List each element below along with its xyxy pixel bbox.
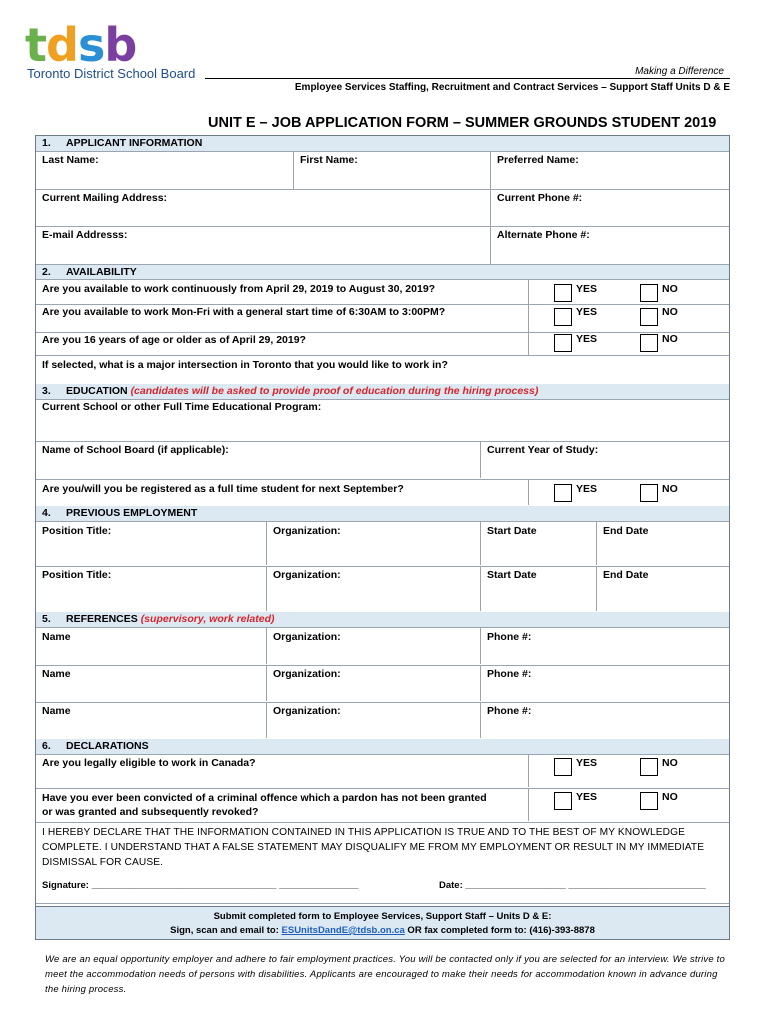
- availability-q4-field[interactable]: [36, 355, 729, 384]
- eligibility-question: Are you legally eligible to work in Canada?: [36, 755, 529, 787]
- registered-row: [36, 479, 729, 507]
- section-number: 6.: [42, 740, 51, 752]
- alt-phone-label: Alternate Phone #:: [497, 229, 590, 241]
- mailing-address-label: Current Mailing Address:: [42, 192, 168, 204]
- reference-organization-label: Organization:: [273, 705, 341, 717]
- reference-name-field[interactable]: [36, 628, 267, 664]
- section-applicant-header: [36, 136, 729, 152]
- reference-organization-field[interactable]: [267, 665, 481, 701]
- yes-label: YES: [576, 791, 598, 803]
- organization-label: Organization:: [273, 569, 341, 581]
- declaration-line-2: COMPLETE. I UNDERSTAND THAT A FALSE STATEMENT MAY DISQUALIFY ME FROM MY EMPLOYMENT OR RESULT IN MY IMMEDIATE: [42, 842, 705, 853]
- end-date-label: End Date: [603, 525, 649, 537]
- first-name-field[interactable]: [294, 152, 491, 190]
- reference-name-label: Name: [42, 668, 71, 680]
- date-line[interactable]: Date: ___________________ __________________________: [439, 880, 706, 891]
- section-references-header: [36, 612, 729, 628]
- availability-q4: If selected, what is a major intersection in Toronto that you would like to work in?: [42, 359, 448, 371]
- board-row: [36, 441, 729, 480]
- reference-phone-field[interactable]: [481, 628, 729, 664]
- availability-q2: Are you available to work Mon-Fri with a general start time of 6:30AM to 3:00PM?: [36, 304, 529, 332]
- section-education-header: [36, 384, 729, 400]
- section-number: 3.: [42, 385, 51, 397]
- declaration-line-1: I HEREBY DECLARE THAT THE INFORMATION CONTAINED IN THIS APPLICATION IS TRUE AND TO THE BEST OF MY KNOWLEDGE: [42, 827, 686, 838]
- reference-name-field[interactable]: [36, 702, 267, 738]
- conviction-yes-checkbox[interactable]: [554, 792, 572, 810]
- position-title-field[interactable]: [36, 522, 267, 565]
- start-date-field[interactable]: [481, 566, 597, 611]
- yes-label: YES: [576, 306, 598, 318]
- reference-organization-field[interactable]: [267, 628, 481, 664]
- registered-question: Are you/will you be registered as a full time student for next September?: [36, 479, 529, 505]
- preferred-name-label: Preferred Name:: [497, 154, 579, 166]
- school-label: Current School or other Full Time Educational Program:: [42, 401, 322, 413]
- preferred-name-field[interactable]: [491, 152, 729, 190]
- declaration-statement: [42, 825, 723, 870]
- submit-line-2: [36, 924, 729, 938]
- section-number: 4.: [42, 507, 51, 519]
- availability-q1-row: [36, 280, 729, 305]
- availability-q3: Are you 16 years of age or older as of April 29, 2019?: [36, 332, 529, 355]
- availability-q1: Are you available to work continuously from April 29, 2019 to August 30, 2019?: [36, 280, 529, 304]
- reference-organization-label: Organization:: [273, 631, 341, 643]
- declaration-line-3: DISMISSAL FOR CAUSE.: [42, 857, 164, 868]
- form-title: UNIT E – JOB APPLICATION FORM – SUMMER GROUNDS STUDENT 2019: [208, 115, 717, 131]
- section-title: PREVIOUS EMPLOYMENT: [66, 507, 198, 519]
- eligibility-yes-checkbox[interactable]: [554, 758, 572, 776]
- reference-row-2: [36, 665, 729, 703]
- yes-label: YES: [576, 483, 598, 495]
- tagline: Making a Difference: [635, 66, 724, 77]
- reference-name-label: Name: [42, 631, 71, 643]
- reference-row-1: [36, 628, 729, 666]
- email-label: E-mail Addresss:: [42, 229, 128, 241]
- reference-phone-field[interactable]: [481, 702, 729, 738]
- first-name-label: First Name:: [300, 154, 358, 166]
- eligibility-no-checkbox[interactable]: [640, 758, 658, 776]
- department-line: Employee Services Staffing, Recruitment and Contract Services – Support Staff Units D & E: [294, 82, 730, 93]
- no-label: NO: [662, 283, 678, 295]
- row-address: [36, 190, 729, 227]
- section-title: REFERENCES: [66, 613, 138, 625]
- logo-wordmark: [25, 18, 195, 72]
- school-field[interactable]: [36, 400, 729, 441]
- availability-q3-yes-checkbox[interactable]: [554, 334, 572, 352]
- logo-subtitle: Toronto District School Board: [27, 66, 196, 81]
- eligibility-row: [36, 755, 729, 789]
- school-row: [36, 400, 729, 442]
- logo-letter-b: b: [104, 18, 137, 72]
- row-email: [36, 227, 729, 265]
- last-name-field[interactable]: [36, 152, 294, 190]
- yes-label: YES: [576, 283, 598, 295]
- row-names: [36, 152, 729, 190]
- section-number: 2.: [42, 266, 51, 278]
- employment-row-2: [36, 566, 729, 613]
- availability-q2-row: [36, 304, 729, 333]
- equal-opportunity-statement: We are an equal opportunity employer and adhere to fair employment practices. You will be contacted only if you are selected for an interview. We strive to meet the accommodation needs of persons with disabilities. Applicants are encouraged to make their needs for accommodation known in advance during the hiring process.: [45, 954, 725, 995]
- submit-line-2-suffix: OR fax completed form to: (416)-393-8878: [404, 925, 595, 936]
- start-date-label: Start Date: [487, 525, 537, 537]
- reference-organization-field[interactable]: [267, 702, 481, 738]
- header-rule: [205, 78, 730, 79]
- alt-phone-field[interactable]: [491, 227, 729, 265]
- section-title: AVAILABILITY: [66, 266, 137, 278]
- no-label: NO: [662, 333, 678, 345]
- reference-organization-label: Organization:: [273, 668, 341, 680]
- availability-q4-row: [36, 355, 729, 385]
- section-title: EDUCATION: [66, 385, 128, 397]
- submit-line-2-prefix: Sign, scan and email to:: [170, 925, 282, 936]
- start-date-label: Start Date: [487, 569, 537, 581]
- phone-field[interactable]: [491, 190, 729, 227]
- section-number: 5.: [42, 613, 51, 625]
- board-field[interactable]: [36, 441, 481, 478]
- end-date-field[interactable]: [597, 566, 729, 611]
- registered-yes-checkbox[interactable]: [554, 484, 572, 502]
- signature-line[interactable]: Signature: ___________________________________ _______________: [42, 880, 359, 891]
- application-form: [35, 135, 730, 940]
- reference-phone-label: Phone #:: [487, 668, 532, 680]
- last-name-label: Last Name:: [42, 154, 99, 166]
- availability-q2-yes-checkbox[interactable]: [554, 308, 572, 326]
- availability-q2-no-checkbox[interactable]: [640, 308, 658, 326]
- position-title-field[interactable]: [36, 566, 267, 611]
- section-title: DECLARATIONS: [66, 740, 149, 752]
- section-availability-header: [36, 265, 729, 280]
- reference-name-label: Name: [42, 705, 71, 717]
- conviction-row: [36, 788, 729, 823]
- conviction-question-line-1: Have you ever been convicted of a criminal offence which a pardon has not been granted: [42, 792, 487, 804]
- reference-row-3: [36, 702, 729, 740]
- phone-label: Current Phone #:: [497, 192, 583, 204]
- section-title: APPLICANT INFORMATION: [66, 137, 203, 149]
- conviction-question-line-2: or was granted and subsequently revoked?: [42, 806, 259, 818]
- availability-q3-row: [36, 332, 729, 356]
- no-label: NO: [662, 791, 678, 803]
- mailing-address-field[interactable]: [36, 190, 491, 227]
- declaration-row: [36, 822, 729, 904]
- section-number: 1.: [42, 137, 51, 149]
- section-declarations-header: [36, 739, 729, 755]
- yes-label: YES: [576, 333, 598, 345]
- submit-line-1: Submit completed form to Employee Services, Support Staff – Units D & E:: [213, 911, 552, 922]
- reference-name-field[interactable]: [36, 665, 267, 701]
- section-note: (supervisory, work related): [140, 613, 275, 625]
- logo-letter-s: s: [77, 18, 105, 72]
- position-title-label: Position Title:: [42, 525, 112, 537]
- section-employment-header: [36, 506, 729, 522]
- reference-phone-label: Phone #:: [487, 631, 532, 643]
- end-date-field[interactable]: [597, 522, 729, 565]
- section-note: (candidates will be asked to provide proof of education during the hiring process): [130, 385, 539, 397]
- yes-label: YES: [576, 757, 598, 769]
- no-label: NO: [662, 306, 678, 318]
- organization-field[interactable]: [267, 522, 481, 565]
- email-field[interactable]: [36, 227, 491, 265]
- employment-row-1: [36, 522, 729, 567]
- conviction-no-checkbox[interactable]: [640, 792, 658, 810]
- submit-email-link[interactable]: ESUnitsDandE@tdsb.on.ca: [281, 925, 405, 936]
- start-date-field[interactable]: [481, 522, 597, 565]
- logo-letter-t: t: [25, 18, 46, 72]
- position-title-label: Position Title:: [42, 569, 112, 581]
- submit-instructions: [36, 906, 729, 939]
- year-label: Current Year of Study:: [487, 444, 599, 456]
- organization-label: Organization:: [273, 525, 341, 537]
- registered-no-checkbox[interactable]: [640, 484, 658, 502]
- no-label: NO: [662, 483, 678, 495]
- board-label: Name of School Board (if applicable):: [42, 444, 229, 456]
- availability-q1-no-checkbox[interactable]: [640, 284, 658, 302]
- no-label: NO: [662, 757, 678, 769]
- conviction-question: [36, 788, 529, 821]
- tdsb-logo: [25, 18, 196, 81]
- logo-letter-d: d: [46, 18, 78, 72]
- availability-q1-yes-checkbox[interactable]: [554, 284, 572, 302]
- availability-q3-no-checkbox[interactable]: [640, 334, 658, 352]
- end-date-label: End Date: [603, 569, 649, 581]
- reference-phone-field[interactable]: [481, 665, 729, 701]
- year-field[interactable]: [481, 441, 729, 478]
- organization-field[interactable]: [267, 566, 481, 611]
- reference-phone-label: Phone #:: [487, 705, 532, 717]
